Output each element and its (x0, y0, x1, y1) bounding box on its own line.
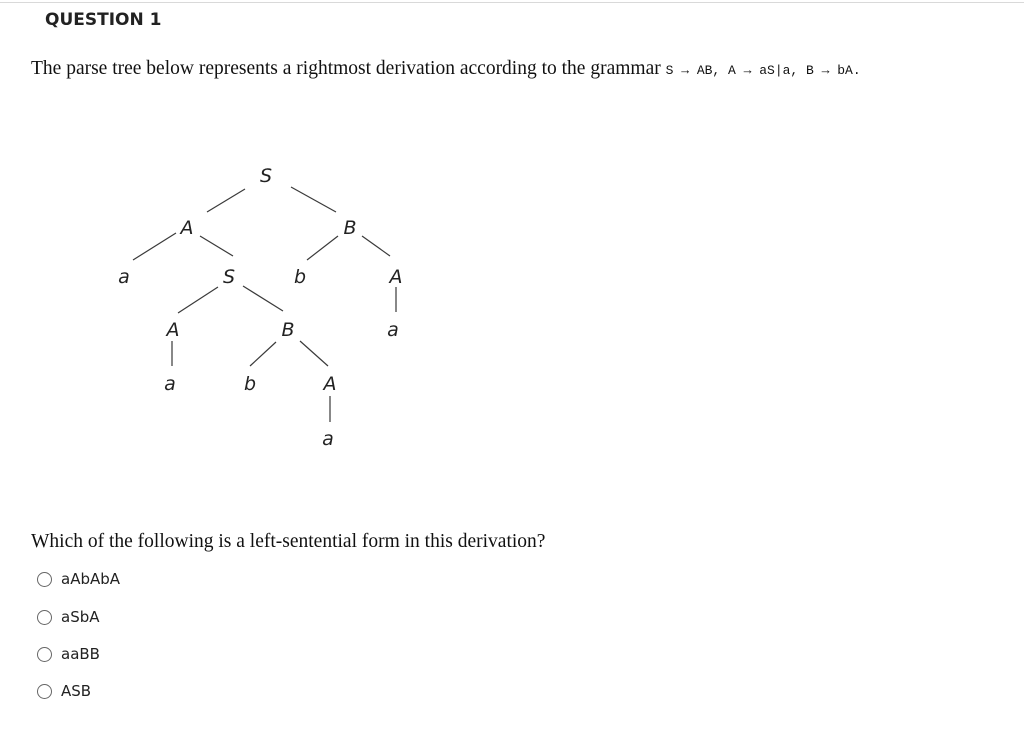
tree-node-a: A (166, 319, 180, 341)
tree-node-b: B (343, 217, 357, 239)
tree-node-s: S (222, 266, 236, 288)
answer-option[interactable] (37, 608, 100, 626)
radio-button[interactable] (37, 610, 52, 625)
tree-edge (200, 236, 233, 256)
tree-leaf-b: b (243, 373, 257, 395)
prompt-text: The parse tree below represents a rightmost derivation according to the grammar (31, 58, 666, 79)
answer-option-label: ASB (61, 682, 92, 700)
radio-button[interactable] (37, 572, 52, 587)
tree-edge (178, 287, 218, 313)
tree-leaf-a: a (164, 373, 176, 395)
tree-node-a: A (389, 266, 403, 288)
question-text: Which of the following is a left-sentential form in this derivation? (31, 531, 546, 552)
question-title: QUESTION 1 (45, 10, 162, 30)
tree-node-a: A (323, 373, 337, 395)
tree-edge (207, 189, 245, 212)
answer-option[interactable] (37, 645, 100, 663)
tree-node-s-root: S (259, 165, 273, 187)
tree-leaf-a: a (387, 319, 399, 341)
radio-button[interactable] (37, 647, 52, 662)
tree-node-b: B (281, 319, 295, 341)
tree-leaf-a: a (322, 428, 334, 450)
answer-option[interactable] (37, 570, 120, 588)
answer-option-label: aAbAbA (61, 570, 121, 588)
tree-edge (243, 286, 283, 311)
tree-edge (291, 187, 336, 212)
tree-edge (133, 233, 176, 260)
tree-edge (307, 236, 338, 260)
answer-option-label: aaBB (61, 645, 100, 663)
tree-leaf-b: b (293, 266, 307, 288)
answer-option[interactable] (37, 682, 91, 700)
radio-button[interactable] (37, 684, 52, 699)
tree-leaf-a: a (118, 266, 130, 288)
tree-edge (300, 341, 328, 366)
answer-option-label: aSbA (61, 608, 100, 626)
tree-node-a: A (180, 217, 194, 239)
tree-edge (250, 342, 276, 366)
tree-edge (362, 236, 390, 256)
grammar-rules: S → AB, A → aS|a, B → bA. (665, 63, 861, 78)
